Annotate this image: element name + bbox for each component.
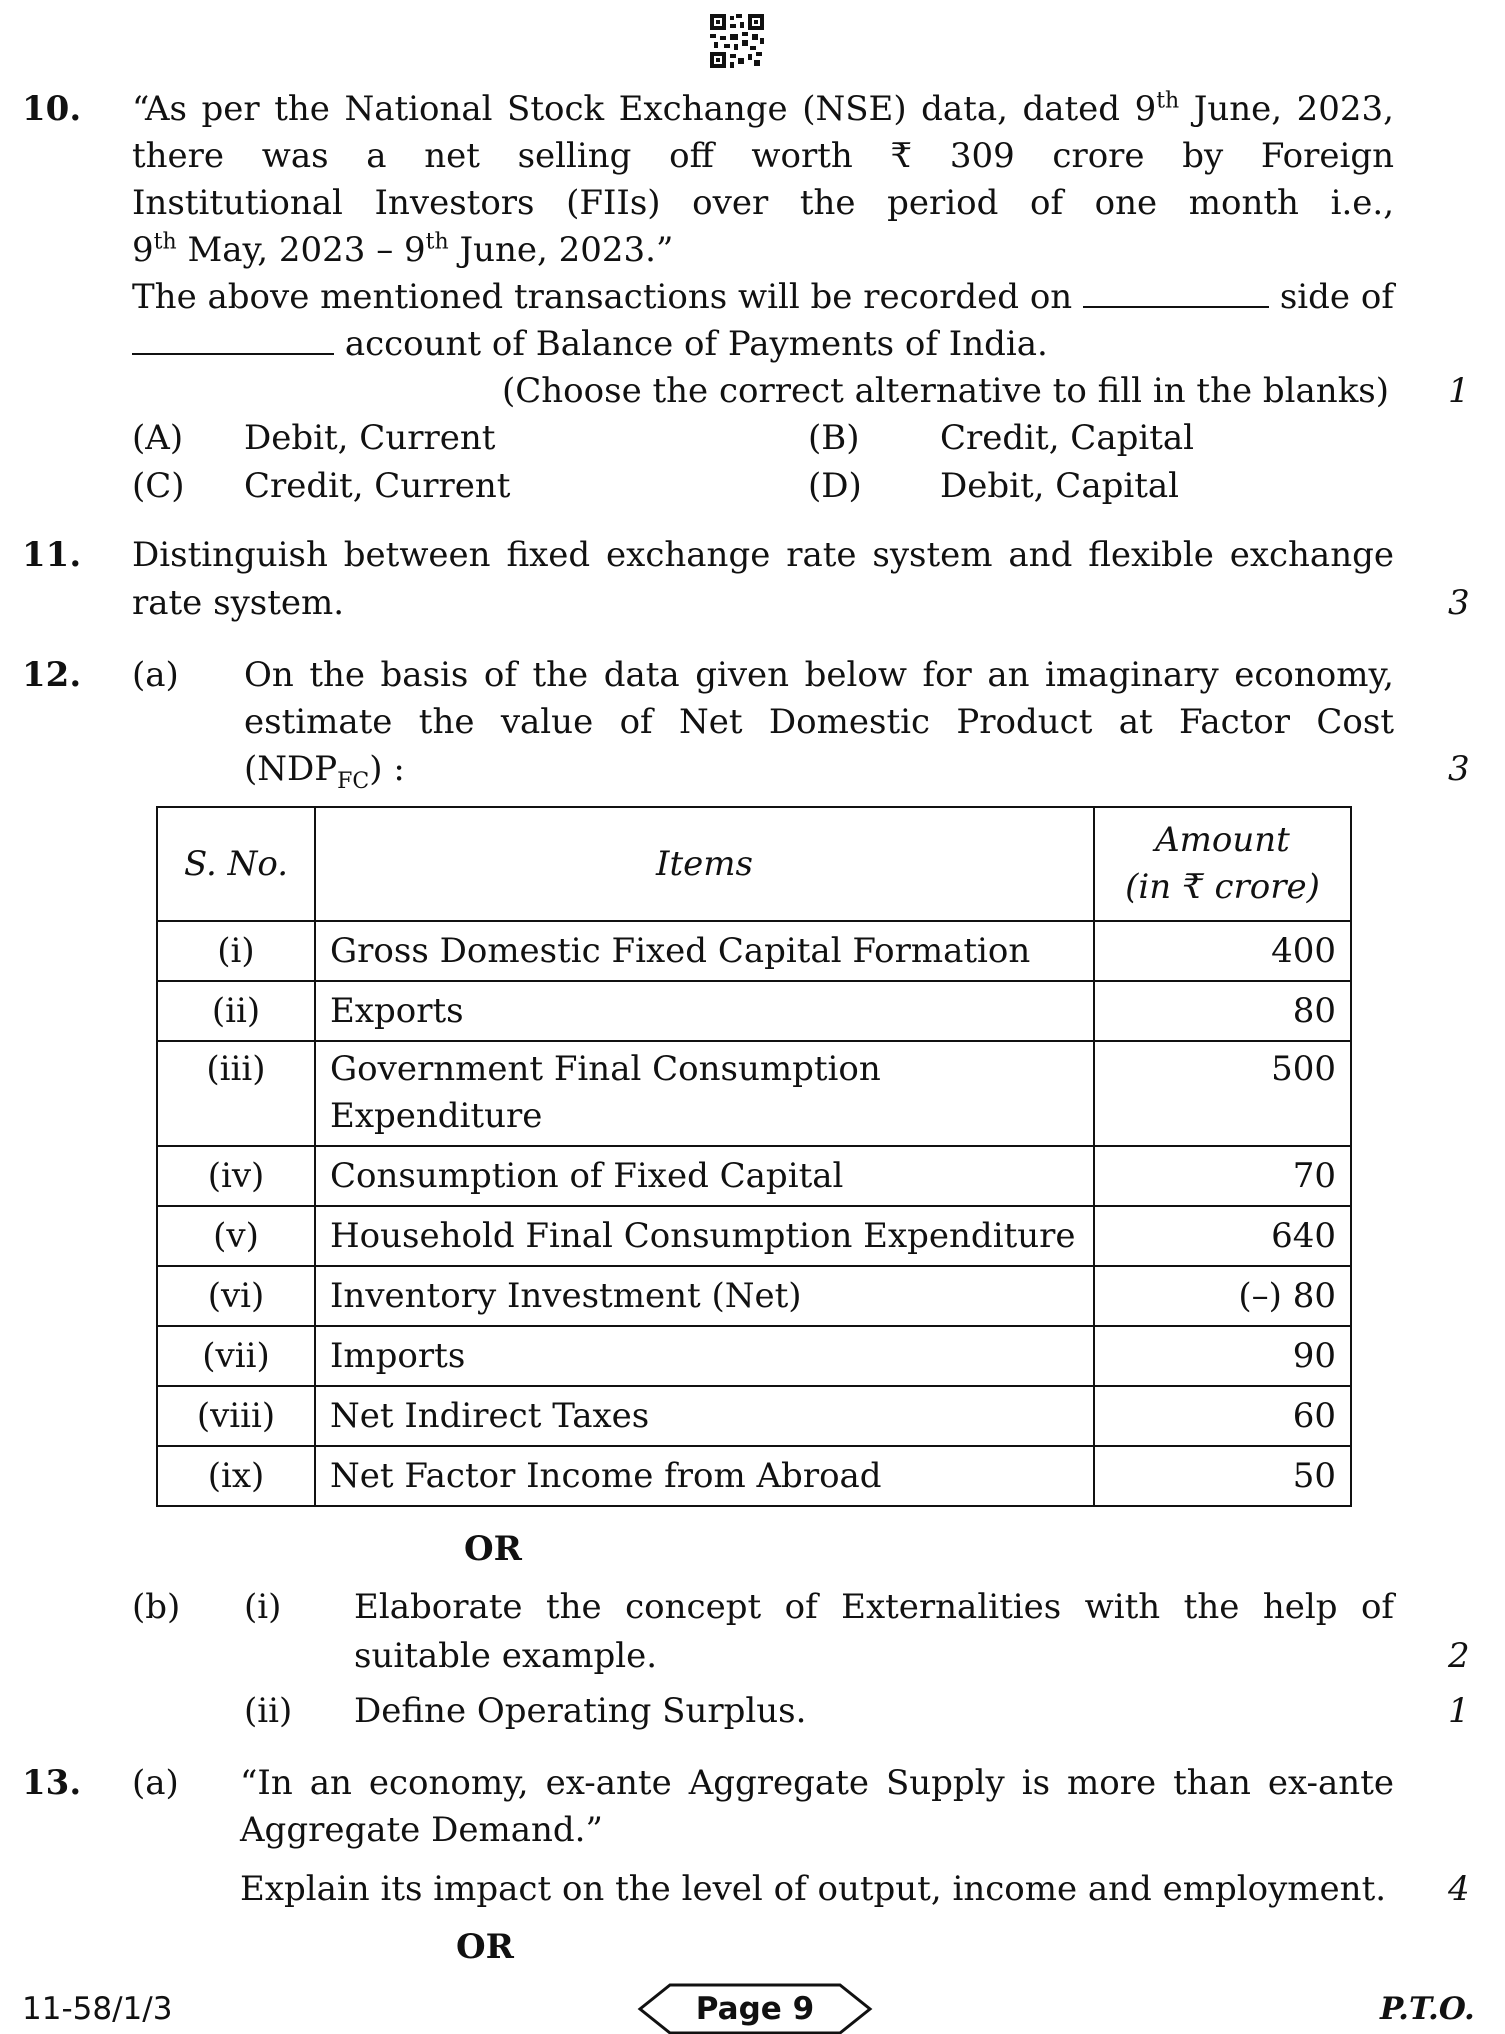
row-item: Exports (315, 981, 1094, 1041)
table-row (157, 1446, 1351, 1506)
row-amount: 80 (1094, 981, 1351, 1041)
row-sno: (iii) (157, 1041, 315, 1146)
row-amount: 70 (1094, 1146, 1351, 1206)
row-amount: 50 (1094, 1446, 1351, 1506)
part-label: (b) (132, 1587, 181, 1627)
marks: 1 (1448, 371, 1470, 411)
row-amount: 500 (1094, 1041, 1351, 1146)
pto-label: P.T.O. (1380, 1991, 1475, 2027)
sub-part-label: (ii) (244, 1691, 293, 1731)
page-number: Page 9 (695, 1991, 815, 2027)
fill-blank (132, 349, 334, 355)
option-text: Debit, Current (244, 418, 496, 458)
option-text: Debit, Capital (940, 466, 1180, 506)
row-amount: 90 (1094, 1326, 1351, 1386)
header-items: Items (315, 807, 1094, 921)
header-sno: S. No. (157, 807, 315, 921)
row-sno: (ix) (157, 1446, 315, 1506)
header-amount: Amount (in ₹ crore) (1094, 807, 1351, 921)
table-row (157, 1041, 1351, 1146)
row-amount: 640 (1094, 1206, 1351, 1266)
row-item: Government Final Consumption Expenditure (315, 1041, 1094, 1146)
row-item: Consumption of Fixed Capital (315, 1146, 1094, 1206)
question-number: 10. (22, 89, 82, 129)
question-text-line: account of Balance of Payments of India. (132, 321, 1048, 368)
part-label: (a) (132, 1763, 179, 1803)
question-text-line: Explain its impact on the level of output, income and employment. (240, 1869, 1387, 1909)
question-text-line: Distinguish between fixed exchange rate system and flexible exchange (132, 535, 1394, 575)
question-text-line: Aggregate Demand.” (240, 1810, 603, 1850)
option-label: (D) (808, 466, 862, 506)
option-text: Credit, Current (244, 466, 511, 506)
row-sno: (i) (157, 921, 315, 981)
question-text-line: $(NDP_{FC})$ : (244, 749, 405, 794)
table-row (157, 921, 1351, 981)
question-number: 11. (22, 535, 82, 575)
marks: 3 (1448, 583, 1470, 623)
marks: 1 (1448, 1691, 1470, 1731)
table-row (157, 1326, 1351, 1386)
table-row (157, 1386, 1351, 1446)
question-text-line: Elaborate the concept of Externalities with the help of (354, 1587, 1394, 1627)
or-separator: OR (456, 1927, 514, 1967)
row-amount: (–) 80 (1094, 1266, 1351, 1326)
row-item: Imports (315, 1326, 1094, 1386)
question-text-line: suitable example. (354, 1636, 658, 1676)
paper-code: 11-58/1/3 (22, 1991, 173, 2027)
row-item: Net Factor Income from Abroad (315, 1446, 1094, 1506)
question-number: 12. (22, 655, 82, 695)
question-text-line: “In an economy, ex-ante Aggregate Supply is more than ex-ante (240, 1763, 1394, 1803)
part-label: (a) (132, 655, 179, 695)
fill-blank (1083, 302, 1269, 308)
question-text-line: Institutional Investors (FIIs) over the period of one month i.e., (132, 183, 1394, 223)
question-text-line: The above mentioned transactions will be recorded on side of (132, 277, 1394, 317)
question-number: 13. (22, 1763, 82, 1803)
row-sno: (viii) (157, 1386, 315, 1446)
question-text-line: On the basis of the data given below for an imaginary economy, (244, 655, 1394, 695)
sub-part-label: (i) (244, 1587, 282, 1627)
question-text-line: rate system. (132, 583, 345, 623)
row-sno: (iv) (157, 1146, 315, 1206)
row-amount: 400 (1094, 921, 1351, 981)
row-sno: (ii) (157, 981, 315, 1041)
row-amount: 60 (1094, 1386, 1351, 1446)
qr-code-icon (710, 14, 764, 68)
row-item: Inventory Investment (Net) (315, 1266, 1094, 1326)
option-label: (A) (132, 418, 184, 458)
row-sno: (v) (157, 1206, 315, 1266)
option-label: (B) (808, 418, 860, 458)
option-label: (C) (132, 466, 185, 506)
row-sno: (vii) (157, 1326, 315, 1386)
table-row (157, 1146, 1351, 1206)
question-instruction: (Choose the correct alternative to fill in the blanks) (502, 371, 1390, 411)
marks: 2 (1448, 1636, 1470, 1676)
row-item: Gross Domestic Fixed Capital Formation (315, 921, 1094, 981)
data-table (156, 806, 1352, 1507)
or-separator: OR (464, 1529, 522, 1569)
table-row (157, 1206, 1351, 1266)
table-header-row (157, 807, 1351, 921)
marks: 4 (1448, 1869, 1470, 1909)
row-item: Household Final Consumption Expenditure (315, 1206, 1094, 1266)
option-text: Credit, Capital (940, 418, 1195, 458)
question-text-line: estimate the value of Net Domestic Product at Factor Cost (244, 702, 1394, 742)
question-text-line: Define Operating Surplus. (354, 1691, 807, 1731)
table-row (157, 981, 1351, 1041)
table-row (157, 1266, 1351, 1326)
question-text-line: “As per the National Stock Exchange (NSE) data, dated 9th June, 2023, (132, 88, 1394, 129)
question-text-line: 9th May, 2023 – 9th June, 2023.” (132, 229, 674, 270)
marks: 3 (1448, 749, 1470, 789)
row-sno: (vi) (157, 1266, 315, 1326)
question-text-line: there was a net selling off worth ₹ 309 crore by Foreign (132, 136, 1394, 176)
row-item: Net Indirect Taxes (315, 1386, 1094, 1446)
